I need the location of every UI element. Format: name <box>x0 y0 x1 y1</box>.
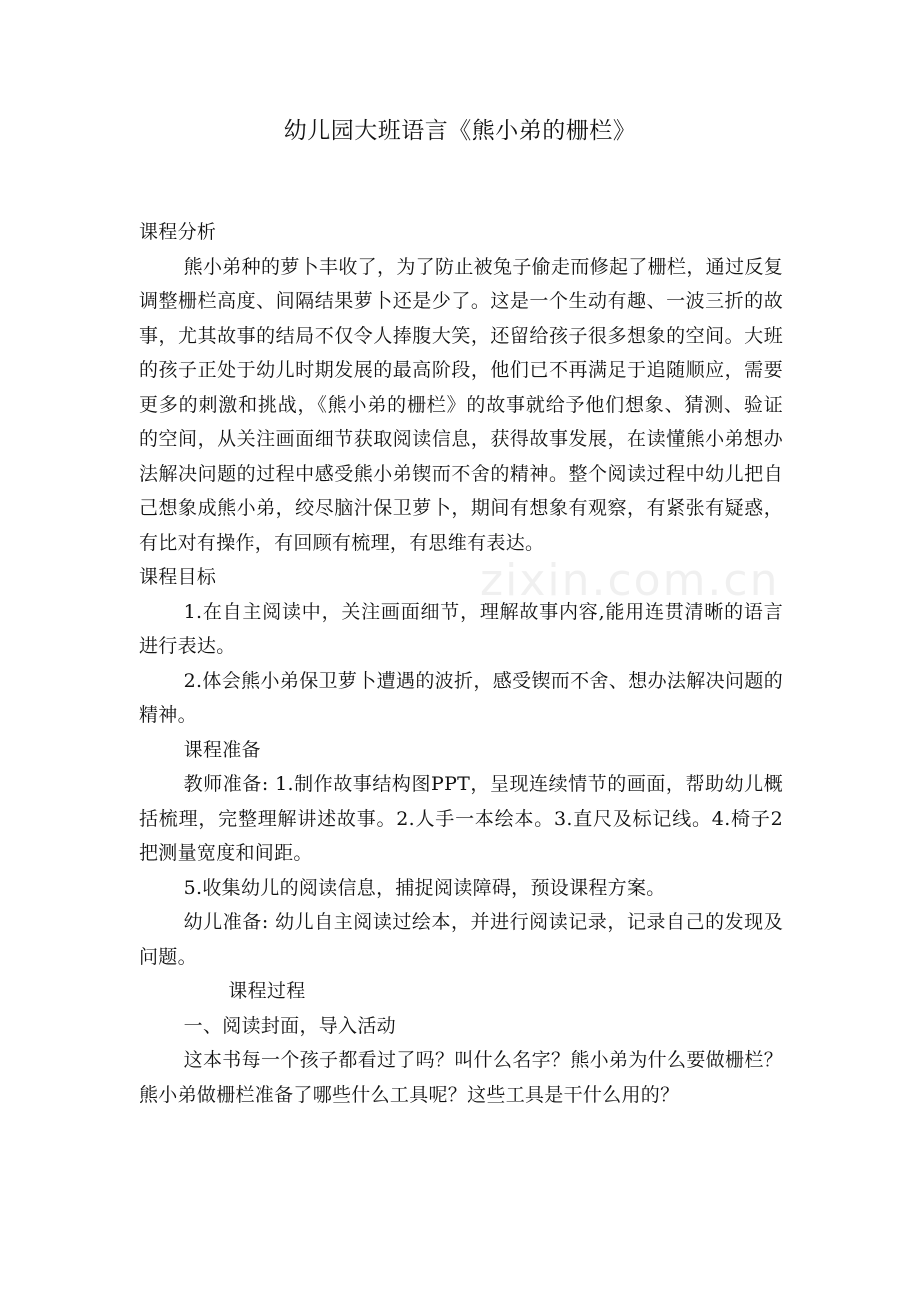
goal-item-2: 2.体会熊小弟保卫萝卜遭遇的波折，感受锲而不舍、想办法解决问题的精神。 <box>139 669 783 726</box>
watermark: zixin.com.cn <box>480 555 780 606</box>
section-heading-goals: 课程目标 <box>139 566 217 588</box>
teacher-preparation-item-5: 5.收集幼儿的阅读信息，捕捉阅读障碍，预设课程方案。 <box>183 876 666 899</box>
document-title: 幼儿园大班语言《熊小弟的栅栏》 <box>283 118 637 144</box>
child-preparation: 幼儿准备: 幼儿自主阅读过绘本，并进行阅读记录，记录自己的发现及问题。 <box>139 911 783 968</box>
document-body <box>139 215 783 1112</box>
teacher-preparation: 教师准备: 1.制作故事结构图PPT，呈现连续情节的画面，帮助幼儿概括梳理，完整理解讲述故事。2.人手一本绘本。3.直尺及标记线。4.椅子2把测量宽度和间距。 <box>139 773 783 864</box>
section-heading-analysis: 课程分析 <box>139 221 217 243</box>
step-1-heading: 一、阅读封面，导入活动 <box>183 1014 396 1037</box>
step-1-text: 这本书每一个孩子都看过了吗？叫什么名字？熊小弟为什么要做栅栏？熊小弟做栅栏准备了哪些什么工具呢？这些工具是干什么用的？ <box>139 1049 783 1106</box>
section-heading-process: 课程过程 <box>228 980 306 1002</box>
analysis-paragraph: 熊小弟种的萝卜丰收了，为了防止被兔子偷走而修起了栅栏，通过反复调整栅栏高度、间隔结果萝卜还是少了。这是一个生动有趣、一波三折的故事，尤其故事的结局不仅令人捧腹大笑，还留给孩子很多想象的空间。大班的孩子正处于幼儿时期发展的最高阶段，他们已不再满足于追随顺应，需要更多的刺激和挑战，《熊小弟的栅栏》的故事就给予他们想象、猜测、验证的空间，从关注画面细节获取阅读信息，获得故事发展，在读懂熊小弟想办法解决问题的过程中感受熊小弟锲而不舍的精神。整个阅读过程中幼儿把自己想象成熊小弟，绞尽脑汁保卫萝卜，期间有想象有观察，有紧张有疑惑，有比对有操作，有回顾有梳理，有思维有表达。 <box>139 255 783 554</box>
goal-item-1: 1.在自主阅读中，关注画面细节，理解故事内容,能用连贯清晰的语言进行表达。 <box>139 600 783 657</box>
section-heading-preparation: 课程准备 <box>183 738 261 761</box>
